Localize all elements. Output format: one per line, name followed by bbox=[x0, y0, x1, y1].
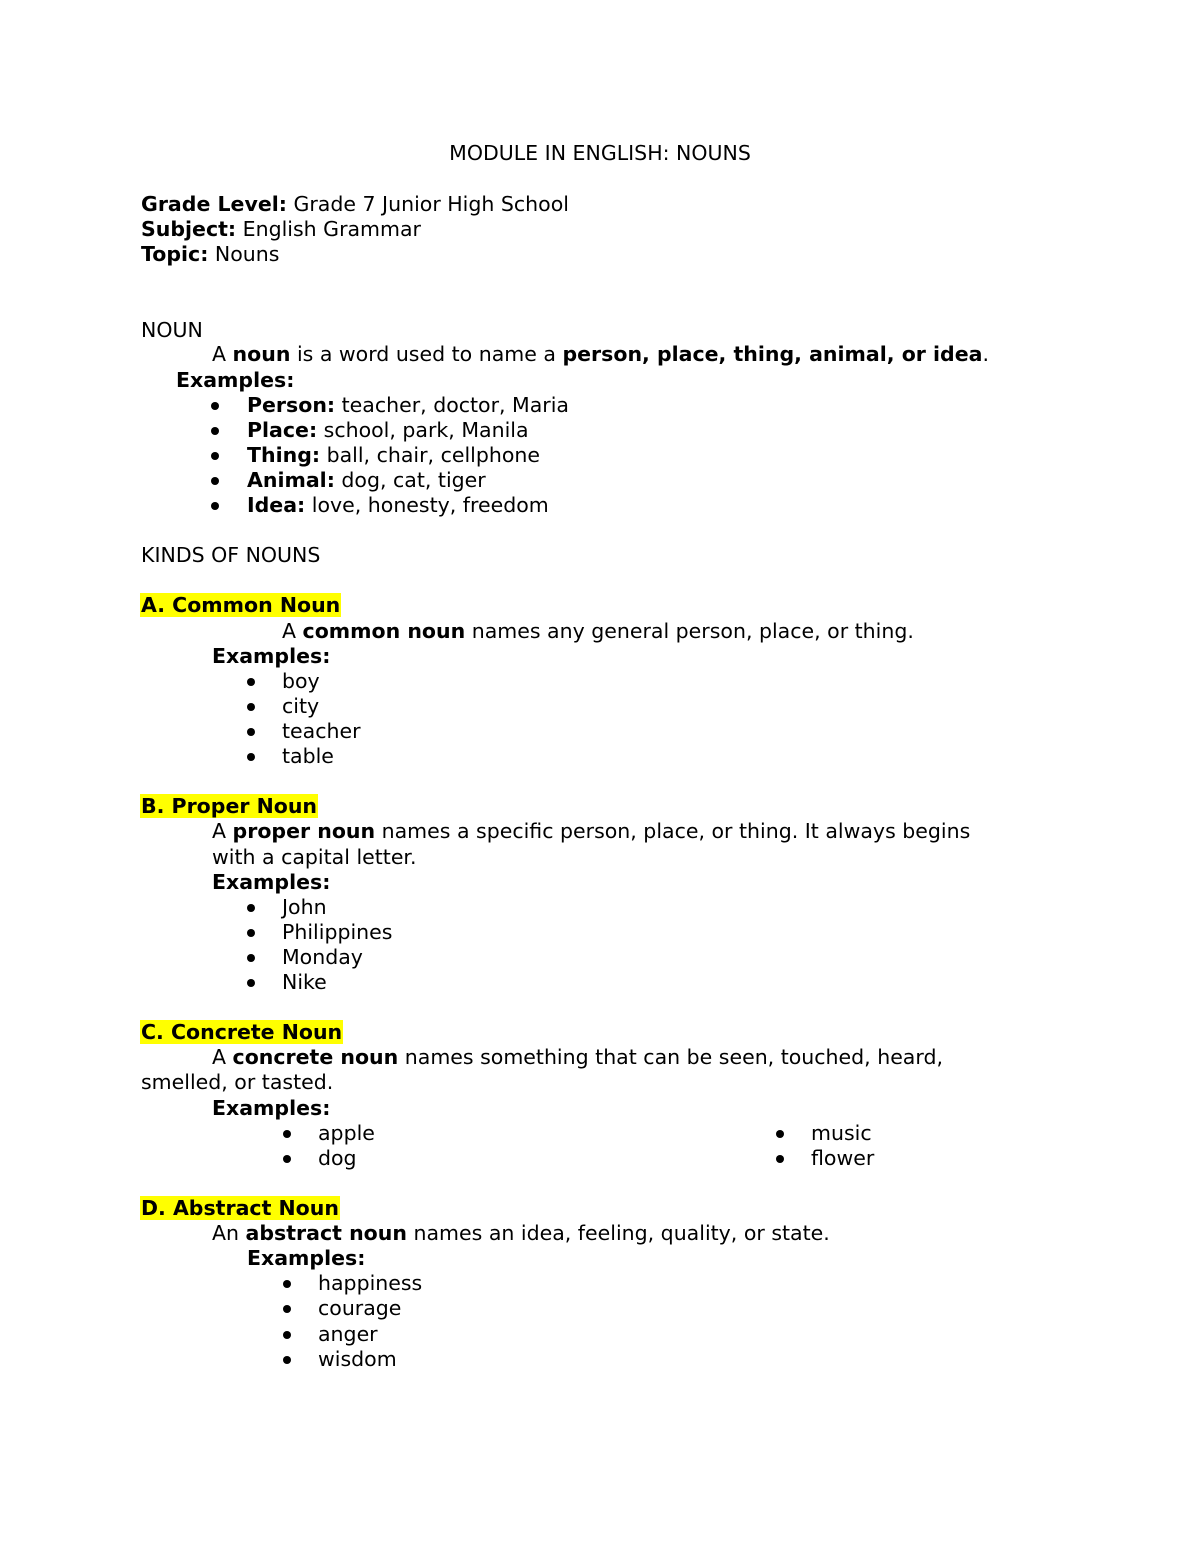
subject-value: English Grammar bbox=[236, 217, 421, 241]
subject-line bbox=[141, 217, 421, 242]
item-text: teacher bbox=[282, 719, 361, 743]
def-part: names something that can be seen, touched, heard, bbox=[398, 1045, 943, 1069]
item-text: dog, cat, tiger bbox=[334, 468, 486, 492]
noun-def-bold: person, place, thing, animal, or idea bbox=[562, 342, 983, 366]
topic-value: Nouns bbox=[208, 242, 280, 266]
list-item bbox=[280, 1296, 402, 1321]
proper-examples-label: Examples: bbox=[212, 870, 331, 894]
def-part: A bbox=[212, 819, 233, 843]
item-label: Animal: bbox=[247, 468, 335, 492]
list-item bbox=[208, 443, 541, 468]
topic-line bbox=[141, 242, 279, 267]
item-text: dog bbox=[318, 1146, 357, 1170]
list-item bbox=[208, 468, 486, 493]
proper-noun-definition bbox=[212, 819, 970, 844]
def-part: names an idea, feeling, quality, or state. bbox=[406, 1221, 830, 1245]
concrete-noun-heading bbox=[140, 1020, 343, 1045]
bullet-icon bbox=[244, 945, 258, 970]
list-item bbox=[208, 493, 549, 518]
item-text: boy bbox=[282, 669, 320, 693]
proper-noun-definition-cont: with a capital letter. bbox=[212, 845, 417, 869]
item-label: Person: bbox=[247, 393, 336, 417]
common-examples-label: Examples: bbox=[212, 644, 331, 668]
bullet-icon bbox=[208, 493, 222, 518]
bullet-icon bbox=[208, 468, 222, 493]
def-part: A bbox=[282, 619, 303, 643]
bullet-icon bbox=[280, 1347, 294, 1372]
bullet-icon bbox=[280, 1121, 294, 1146]
item-text: love, honesty, freedom bbox=[305, 493, 549, 517]
highlighted-heading: A. Common Noun bbox=[141, 593, 341, 617]
abstract-examples-label: Examples: bbox=[247, 1246, 366, 1270]
def-bold: abstract noun bbox=[245, 1221, 407, 1245]
list-item bbox=[773, 1121, 872, 1146]
list-item bbox=[208, 393, 569, 418]
list-item bbox=[280, 1121, 375, 1146]
noun-def-part: A bbox=[212, 342, 233, 366]
concrete-examples-label: Examples: bbox=[212, 1096, 331, 1120]
def-part: names any general person, place, or thing. bbox=[465, 619, 914, 643]
concrete-noun-definition bbox=[212, 1045, 943, 1070]
list-item bbox=[280, 1271, 423, 1296]
bullet-icon bbox=[280, 1146, 294, 1171]
bullet-icon bbox=[244, 970, 258, 995]
item-text: courage bbox=[318, 1296, 402, 1320]
def-bold: common noun bbox=[302, 619, 466, 643]
def-part: A bbox=[212, 1045, 233, 1069]
item-text: happiness bbox=[318, 1271, 423, 1295]
item-text: table bbox=[282, 744, 334, 768]
item-text: Monday bbox=[282, 945, 363, 969]
bullet-icon bbox=[244, 895, 258, 920]
abstract-noun-definition bbox=[212, 1221, 830, 1246]
grade-level-value: Grade 7 Junior High School bbox=[286, 192, 569, 216]
list-item bbox=[244, 920, 393, 945]
bullet-icon bbox=[208, 443, 222, 468]
noun-def-part: . bbox=[982, 342, 989, 366]
bullet-icon bbox=[280, 1322, 294, 1347]
highlighted-heading: C. Concrete Noun bbox=[141, 1020, 343, 1044]
noun-def-part: is a word used to name a bbox=[290, 342, 563, 366]
page-title: MODULE IN ENGLISH: NOUNS bbox=[449, 141, 751, 165]
list-item bbox=[244, 970, 327, 995]
list-item bbox=[244, 694, 320, 719]
bullet-icon bbox=[244, 694, 258, 719]
def-bold: concrete noun bbox=[232, 1045, 399, 1069]
bullet-icon bbox=[244, 719, 258, 744]
list-item bbox=[244, 719, 361, 744]
highlighted-heading: B. Proper Noun bbox=[141, 794, 318, 818]
bullet-icon bbox=[244, 744, 258, 769]
def-bold: proper noun bbox=[232, 819, 376, 843]
list-item bbox=[244, 744, 334, 769]
abstract-noun-heading bbox=[140, 1196, 340, 1221]
list-item bbox=[773, 1146, 875, 1171]
grade-level-label: Grade Level: bbox=[141, 192, 287, 216]
item-text: anger bbox=[318, 1322, 378, 1346]
item-text: John bbox=[282, 895, 327, 919]
bullet-icon bbox=[280, 1271, 294, 1296]
topic-label: Topic: bbox=[141, 242, 209, 266]
item-text: city bbox=[282, 694, 320, 718]
bullet-icon bbox=[773, 1146, 787, 1171]
def-part: names a specific person, place, or thing. It always begins bbox=[375, 819, 971, 843]
subject-label: Subject: bbox=[141, 217, 237, 241]
noun-heading: NOUN bbox=[141, 318, 203, 342]
item-label: Thing: bbox=[247, 443, 321, 467]
list-item bbox=[280, 1347, 397, 1372]
bullet-icon bbox=[773, 1121, 787, 1146]
item-text: ball, chair, cellphone bbox=[320, 443, 541, 467]
bullet-icon bbox=[244, 920, 258, 945]
item-label: Idea: bbox=[247, 493, 306, 517]
kinds-heading: KINDS OF NOUNS bbox=[141, 543, 321, 567]
highlighted-heading: D. Abstract Noun bbox=[141, 1196, 339, 1220]
proper-noun-heading bbox=[140, 794, 318, 819]
list-item bbox=[280, 1146, 357, 1171]
common-noun-definition bbox=[282, 619, 914, 644]
bullet-icon bbox=[208, 418, 222, 443]
noun-definition bbox=[212, 342, 989, 367]
item-text: Philippines bbox=[282, 920, 393, 944]
list-item bbox=[208, 418, 529, 443]
bullet-icon bbox=[208, 393, 222, 418]
item-text: school, park, Manila bbox=[317, 418, 529, 442]
item-text: apple bbox=[318, 1121, 375, 1145]
list-item bbox=[244, 669, 320, 694]
list-item bbox=[280, 1322, 378, 1347]
grade-level-line bbox=[141, 192, 569, 217]
bullet-icon bbox=[244, 669, 258, 694]
item-text: wisdom bbox=[318, 1347, 397, 1371]
concrete-noun-definition-cont: smelled, or tasted. bbox=[141, 1070, 334, 1094]
list-item bbox=[244, 895, 327, 920]
item-text: flower bbox=[811, 1146, 875, 1170]
noun-examples-label: Examples: bbox=[176, 368, 295, 392]
item-text: teacher, doctor, Maria bbox=[335, 393, 569, 417]
list-item bbox=[244, 945, 363, 970]
item-text: music bbox=[811, 1121, 872, 1145]
item-label: Place: bbox=[247, 418, 318, 442]
item-text: Nike bbox=[282, 970, 327, 994]
common-noun-heading bbox=[140, 593, 341, 618]
bullet-icon bbox=[280, 1296, 294, 1321]
noun-def-bold: noun bbox=[232, 342, 291, 366]
def-part: An bbox=[212, 1221, 246, 1245]
